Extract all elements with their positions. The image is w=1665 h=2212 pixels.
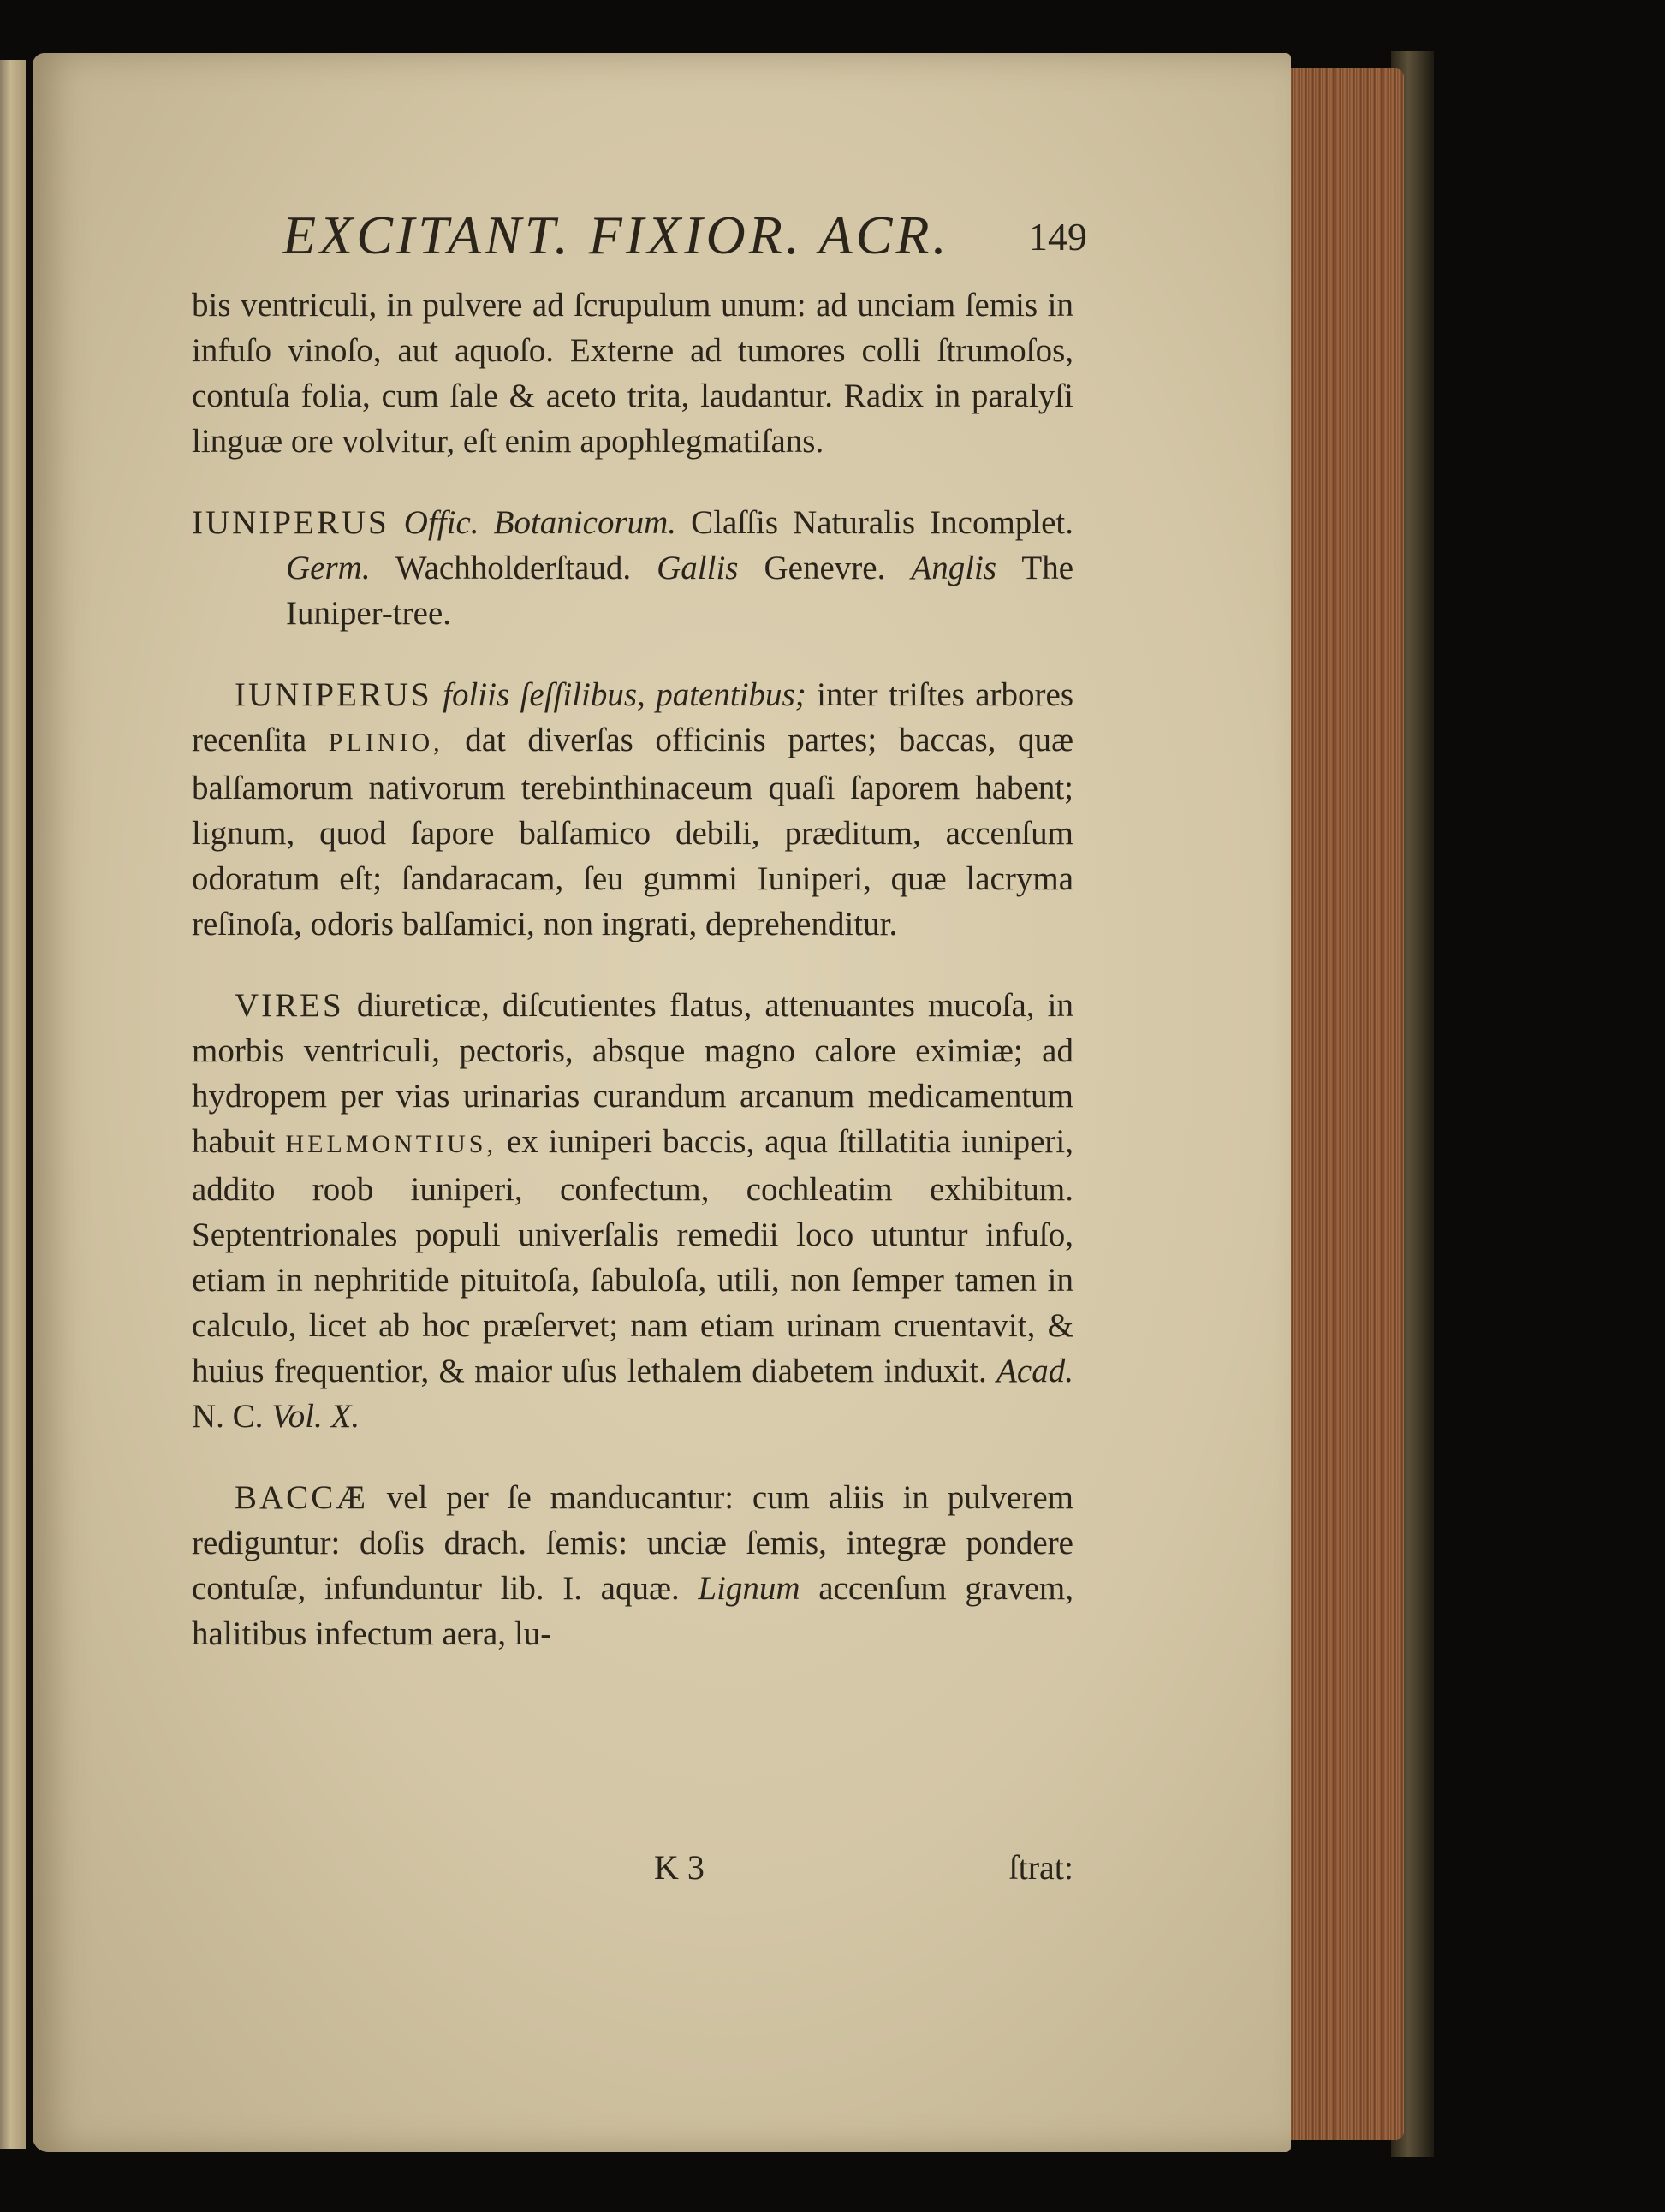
signature-mark: K 3: [654, 1848, 705, 1887]
paragraph-continuation: bis ventriculi, in pulvere ad ſcrupulum unum: ad unciam ſemis in infuſo vinoſo, aut aquoſo. Externe ad tumores colli ſtrumoſos, contuſa folia, cum ſale & aceto trita, laudantur. Radix in paralyſi linguæ ore volvitur, eſt enim apophlegmatiſans.: [192, 287, 1073, 460]
page-body: [192, 282, 1073, 1656]
heading-gallis-label: Gallis: [657, 550, 739, 586]
catchword: ſtrat:: [1008, 1848, 1073, 1887]
page-footer: [192, 1847, 1073, 1899]
paragraph-iuniperus: IUNIPERUS foliis ſeſſilibus, patentibus; inter triſtes arbores recenſita PLINIO, dat diverſas officinis partes; baccas, quæ balſamorum nativorum terebinthinaceum quaſi ſaporem habent; lignum, quod ſapore balſamico debili, præditum, accenſum odoratum eſt; ſandaracam, ſeu gummi Iuniperi, quæ lacryma reſinoſa, odoris balſamici, non ingrati, deprehenditur.: [192, 676, 1074, 942]
word-lignum: Lignum: [698, 1570, 800, 1607]
page-number: 149: [1028, 215, 1087, 259]
species-description: foliis ſeſſilibus, patentibus;: [443, 676, 806, 713]
heading-offic: Offic.: [403, 504, 479, 541]
heading-germ-label: Germ.: [286, 550, 371, 586]
heading-anglis-value: The Iuniper-tree.: [286, 550, 1074, 632]
page-header: [282, 197, 1087, 274]
citation-vol: Vol. X.: [271, 1398, 360, 1435]
author-plinio: PLINIO,: [328, 728, 443, 757]
citation-ref: N. C.: [192, 1398, 264, 1435]
paragraph-vires: VIRES diureticæ, diſcutientes flatus, attenuantes mucoſa, in morbis ventriculi, pectoris, absque magno calore eximiæ; ad hydropem per vias urinarias curandum arcanum medicamentum habuit HELMONTIUS, ex iuniperi baccis, aqua ſtillatitia iuniperi, addito roob iuniperi, confectum, cochleatim exhibitum. Septentrionales populi univerſalis remedii loco utuntur infuſo, etiam in nephritide pituitoſa, ſabuloſa, utili, non ſemper tamen in calculo, licet ab hoc præſervet; nam etiam urinam cruentavit, & huius frequentior, & maior uſus lethalem diabetem induxit. Acad. N. C. Vol. X.: [192, 987, 1074, 1435]
heading-gallis-value: Genevre.: [764, 550, 886, 586]
heading-anglis-label: Anglis: [911, 550, 997, 586]
paragraph-baccae: BACCÆ vel per ſe manducantur: cum aliis in pulverem rediguntur: doſis drach. ſemis: unciæ ſemis, integræ pondere contuſæ, infunduntur lib. I. aquæ. Lignum accenſum gravem, halitibus infectum aera, lu-: [192, 1479, 1074, 1652]
heading-classis: Claſſis Naturalis Incomplet.: [691, 504, 1074, 541]
author-helmontius: HELMONTIUS,: [285, 1130, 497, 1158]
facing-page-edge: [0, 60, 26, 2149]
heading-germ-value: Wachholderſtaud.: [395, 550, 632, 586]
entry-heading: [192, 500, 1073, 636]
citation-acad: Acad.: [996, 1353, 1073, 1389]
heading-botanicorum: Botanicorum.: [493, 504, 677, 541]
heading-lead: IUNIPERUS: [192, 504, 389, 541]
running-head: EXCITANT. FIXIOR. ACR.: [282, 205, 950, 265]
